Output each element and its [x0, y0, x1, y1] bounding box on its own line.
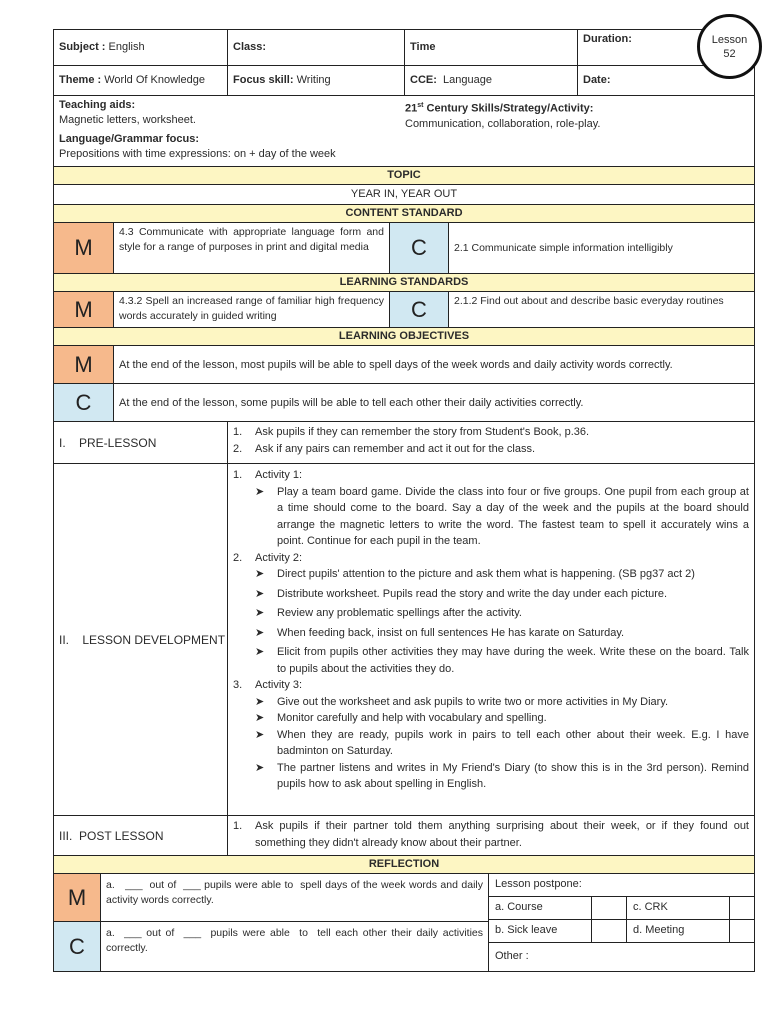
cce-cell: CCE: Language — [405, 66, 578, 95]
postpone-other: Other : — [495, 950, 529, 962]
arrow-bullet-icon: ➤ — [255, 695, 265, 708]
topic-heading: TOPIC — [54, 167, 754, 185]
content-m-badge: M — [54, 223, 114, 273]
teaching-aids-block: Teaching aids: Magnetic letters, worksheet. — [59, 99, 196, 126]
postpone-option-meeting: d. Meeting — [627, 920, 730, 942]
content-c-text: 2.1 Communicate simple information intelligibly — [454, 241, 673, 254]
time-cell: Time — [405, 30, 578, 65]
activity-bullet: ➤ When feeding back, insist on full sentences He has karate on Saturday. — [233, 625, 749, 642]
duration-cell: Duration: — [583, 33, 632, 45]
activity-title: 1. Activity 1: — [233, 469, 303, 481]
postpone-check-crk — [730, 897, 754, 919]
lesson-plan-sheet — [53, 29, 755, 972]
objective-c-text: At the end of the lesson, some pupils will be able to tell each other their daily activities correctly. — [119, 396, 584, 409]
topic-value: YEAR IN, YEAR OUT — [54, 185, 754, 205]
standards-c-text: 2.1.2 Find out about and describe basic everyday routines — [454, 295, 724, 307]
subject-cell: Subject : English — [54, 30, 228, 65]
class-cell: Class: — [228, 30, 405, 65]
reflection-heading: REFLECTION — [54, 856, 754, 874]
arrow-bullet-icon: ➤ — [255, 607, 265, 619]
activity-bullet: ➤ When they are ready, pupils work in pairs to tell each other about their week. E.g. I have badminton on Saturday. — [233, 727, 749, 760]
lesson-development-label: II. LESSON DEVELOPMENT — [54, 464, 228, 815]
pre-lesson-step: 1. Ask pupils if they can remember the story from Student's Book, p.36. — [233, 426, 590, 438]
objective-m-row — [54, 346, 754, 384]
post-lesson-label: III. POST LESSON — [54, 816, 228, 855]
objective-c-badge: C — [54, 384, 114, 421]
activity-bullet: ➤ Review any problematic spellings after the activity. — [233, 605, 749, 622]
content-c-badge: C — [390, 223, 449, 273]
postpone-label: Lesson postpone: — [489, 874, 754, 897]
arrow-bullet-icon: ➤ — [255, 712, 265, 724]
standards-m-text: 4.3.2 Spell an increased range of familiar high frequency words accurately in guided writing — [114, 292, 390, 327]
arrow-bullet-icon: ➤ — [255, 587, 265, 600]
reflection-c-row — [54, 922, 488, 971]
pre-lesson-step: 2. Ask if any pairs can remember and act it out for the class. — [233, 443, 536, 455]
postpone-check-course — [592, 897, 627, 919]
lesson-number-badge: Lesson 52 — [697, 14, 762, 79]
arrow-bullet-icon: ➤ — [255, 646, 265, 658]
objective-m-badge: M — [54, 346, 114, 383]
reflection-row — [54, 874, 754, 971]
lesson-development-steps — [228, 464, 754, 815]
postpone-option-course: a. Course — [489, 897, 592, 919]
content-standard-heading: CONTENT STANDARD — [54, 205, 754, 223]
learning-standards-heading: LEARNING STANDARDS — [54, 274, 754, 292]
arrow-bullet-icon: ➤ — [255, 568, 265, 580]
reflection-c-badge: C — [54, 922, 101, 971]
arrow-bullet-icon: ➤ — [255, 728, 265, 741]
activity-bullet: ➤ Distribute worksheet. Pupils read the story and write the day under each picture. — [233, 586, 749, 603]
reflection-left — [54, 874, 489, 971]
theme-cell: Theme : World Of Knowledge — [54, 66, 228, 95]
activity-bullet: ➤ Direct pupils' attention to the picture and ask them what is happening. (SB pg37 act 2) — [233, 566, 749, 583]
content-standard-row — [54, 223, 754, 274]
header-row-3 — [54, 96, 754, 167]
pre-lesson-steps — [228, 422, 754, 463]
arrow-bullet-icon: ➤ — [255, 761, 265, 774]
lesson-development-row — [54, 464, 754, 816]
post-lesson-row — [54, 816, 754, 856]
activity-bullet: ➤ Elicit from pupils other activities they may have during the week. Write these on the board. Talk to pupils about the activities they do. — [233, 644, 749, 677]
postpone-option-crk: c. CRK — [627, 897, 730, 919]
learning-objectives-heading: LEARNING OBJECTIVES — [54, 328, 754, 346]
postpone-option-sick-leave: b. Sick leave — [489, 920, 592, 942]
century-skills-block: 21st Century Skills/Strategy/Activity: Communication, collaboration, role-play. — [405, 102, 601, 130]
reflection-c-text: a. ___ out of ___ pupils were able to tell each other their daily activities correctly. — [106, 927, 486, 954]
arrow-bullet-icon: ➤ — [255, 485, 265, 498]
standards-m-badge: M — [54, 292, 114, 327]
activity-title: 3. Activity 3: — [233, 679, 303, 691]
objective-c-row — [54, 384, 754, 422]
activity-bullet: ➤ Give out the worksheet and ask pupils to write two or more activities in My Diary. — [233, 694, 749, 711]
postpone-check-meeting — [730, 920, 754, 942]
activity-bullet: ➤ Play a team board game. Divide the class into four or five groups. One pupil from each group at a time should come to the board. Say a day of the week and the pupils at the board should arrange the magnetic letters to write the word. The fastest team to spell it accurately wins a point. Continue for each pupil in the team. — [233, 484, 749, 550]
header-row-1 — [54, 30, 754, 66]
date-cell: Date: — [583, 74, 611, 86]
reflection-m-row — [54, 874, 488, 922]
arrow-bullet-icon: ➤ — [255, 626, 265, 639]
objective-m-text: At the end of the lesson, most pupils will be able to spell days of the week words and daily activity words correctly. — [119, 358, 673, 371]
postpone-check-sick-leave — [592, 920, 627, 942]
focus-skill-cell: Focus skill: Writing — [228, 66, 405, 95]
grammar-focus-block: Language/Grammar focus: Prepositions with time expressions: on + day of the week — [59, 132, 336, 160]
content-m-text: 4.3 Communicate with appropriate language form and style for a range of purposes in print and digital media — [114, 223, 390, 273]
activity-title: 2. Activity 2: — [233, 551, 303, 564]
standards-c-badge: C — [390, 292, 449, 327]
activity-bullet: ➤ Monitor carefully and help with vocabulary and spelling. — [233, 710, 749, 727]
pre-lesson-label: I. PRE-LESSON — [54, 422, 228, 463]
reflection-m-badge: M — [54, 874, 101, 921]
pre-lesson-row — [54, 422, 754, 464]
activity-bullet: ➤ The partner listens and writes in My Friend's Diary (to show this is in the 3rd person). Remind pupils how to ask about spelling in English. — [233, 760, 749, 793]
postpone-box — [489, 874, 754, 971]
header-row-2 — [54, 66, 754, 96]
post-lesson-steps: 1. Ask pupils if their partner told them anything surprising about their week, or if they found out something they didn't already know about their partner. — [233, 820, 749, 849]
learning-standards-row — [54, 292, 754, 328]
reflection-m-text: a. ___ out of ___ pupils were able to spell days of the week words and daily activity words correctly. — [106, 879, 486, 906]
